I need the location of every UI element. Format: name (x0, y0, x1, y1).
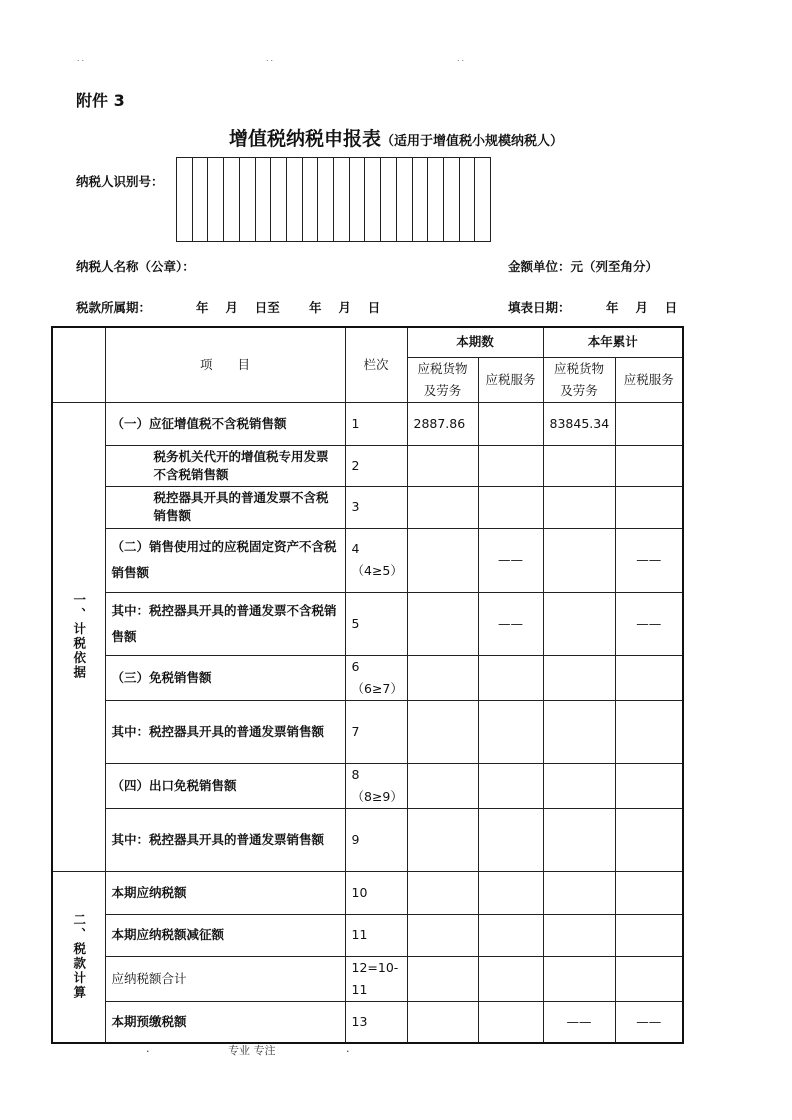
row-item: （二）销售使用过的应税固定资产不含税销售额 (105, 528, 345, 592)
row-item: 本期应纳税额减征额 (105, 914, 345, 956)
header-item: 项 目 (105, 327, 345, 402)
row-cell[interactable] (478, 871, 543, 914)
row-cell-dash: —— (615, 592, 683, 655)
top-dot-1: ˙˙ (76, 60, 85, 70)
id-box[interactable] (428, 158, 444, 241)
row-cell[interactable] (543, 592, 615, 655)
row-cell[interactable] (543, 763, 615, 808)
row-cell[interactable] (407, 956, 478, 1001)
row-item: 其中：税控器具开具的普通发票销售额 (105, 808, 345, 871)
row-no: 3 (345, 486, 407, 528)
header-year-cumulative: 本年累计 (543, 327, 683, 357)
title-main: 增值税纳税申报表 (228, 128, 381, 150)
row-cell[interactable] (407, 528, 478, 592)
row-cell[interactable] (615, 655, 683, 700)
row-cell[interactable] (407, 1001, 478, 1043)
row-cell-dash: —— (543, 1001, 615, 1043)
row-no: 5 (345, 592, 407, 655)
id-box[interactable] (256, 158, 272, 241)
row-no: 6（6≥7） (345, 655, 407, 700)
top-dot-3: ˙˙ (456, 60, 465, 70)
id-box[interactable] (397, 158, 413, 241)
row-cell[interactable] (407, 592, 478, 655)
row-no: 12=10-11 (345, 956, 407, 1001)
section-calculation: 二、税款计算 (52, 871, 105, 1043)
row-item: 其中：税控器具开具的普通发票不含税销售额 (105, 592, 345, 655)
row-no: 13 (345, 1001, 407, 1043)
form-title (0, 124, 792, 151)
row-cell-dash: —— (615, 1001, 683, 1043)
id-box[interactable] (460, 158, 476, 241)
declaration-table (51, 326, 684, 1044)
row-cell[interactable] (615, 402, 683, 445)
row-no: 7 (345, 700, 407, 763)
row-cell[interactable] (543, 445, 615, 486)
row-cell[interactable] (543, 655, 615, 700)
id-box[interactable] (318, 158, 334, 241)
row-cell[interactable]: 83845.34 (543, 402, 615, 445)
row-item: 本期预缴税额 (105, 1001, 345, 1043)
row-cell[interactable] (615, 808, 683, 871)
row-no: 1 (345, 402, 407, 445)
header-goods-labor: 应税货物及劳务 (407, 357, 478, 402)
id-box[interactable] (193, 158, 209, 241)
row-cell-dash: —— (615, 528, 683, 592)
footer-text: 专业 专注 (228, 1044, 276, 1057)
id-box[interactable] (224, 158, 240, 241)
row-item: 本期应纳税额 (105, 871, 345, 914)
row-no: 4（4≥5） (345, 528, 407, 592)
row-cell[interactable]: 2887.86 (407, 402, 478, 445)
row-item: （四）出口免税销售额 (105, 763, 345, 808)
row-cell[interactable] (478, 956, 543, 1001)
title-sub: （适用于增值税小规模纳税人） (381, 134, 564, 149)
header-current-period: 本期数 (407, 327, 543, 357)
header-col-no: 栏次 (345, 327, 407, 402)
row-cell[interactable] (478, 700, 543, 763)
row-no: 8（8≥9） (345, 763, 407, 808)
row-item: 税务机关代开的增值税专用发票不含税销售额 (105, 445, 345, 486)
footer-dot-left: . (146, 1042, 150, 1055)
row-item: （三）免税销售额 (105, 655, 345, 700)
taxpayer-id-label: 纳税人识别号： (76, 174, 164, 189)
row-cell-dash: —— (478, 528, 543, 592)
header-goods-labor-year: 应税货物及劳务 (543, 357, 615, 402)
row-cell[interactable] (543, 528, 615, 592)
row-no: 2 (345, 445, 407, 486)
header-services-year: 应税服务 (615, 357, 683, 402)
annex-label: 附件 3 (76, 91, 125, 110)
row-cell[interactable] (543, 871, 615, 914)
id-box[interactable] (413, 158, 429, 241)
id-box[interactable] (303, 158, 319, 241)
period-label: 税款所属期： (76, 300, 152, 315)
id-box[interactable] (444, 158, 460, 241)
row-no: 11 (345, 914, 407, 956)
section-basis: 一、计税依据 (52, 402, 105, 871)
id-box[interactable] (475, 158, 490, 241)
row-cell[interactable] (543, 914, 615, 956)
row-cell[interactable] (543, 700, 615, 763)
row-no: 9 (345, 808, 407, 871)
id-box[interactable] (381, 158, 397, 241)
period-text: 年 月 日至 年 月 日 (196, 300, 381, 315)
id-box[interactable] (350, 158, 366, 241)
id-box[interactable] (208, 158, 224, 241)
top-dot-2: ˙˙ (265, 60, 274, 70)
row-cell[interactable] (543, 486, 615, 528)
row-cell[interactable] (407, 445, 478, 486)
row-cell[interactable] (407, 914, 478, 956)
row-cell[interactable] (615, 871, 683, 914)
fill-date-label: 填表日期： (508, 300, 571, 315)
id-box[interactable] (271, 158, 287, 241)
row-cell-dash: —— (478, 592, 543, 655)
row-cell[interactable] (615, 914, 683, 956)
header-services: 应税服务 (478, 357, 543, 402)
row-cell[interactable] (615, 700, 683, 763)
row-cell[interactable] (407, 763, 478, 808)
row-cell[interactable] (407, 808, 478, 871)
row-cell[interactable] (478, 1001, 543, 1043)
row-cell[interactable] (478, 763, 543, 808)
id-box[interactable] (177, 158, 193, 241)
id-box[interactable] (240, 158, 256, 241)
taxpayer-id-grid[interactable] (176, 157, 491, 242)
row-cell[interactable] (543, 808, 615, 871)
row-cell[interactable] (478, 486, 543, 528)
fill-date-text: 年 月 日 (606, 300, 678, 315)
row-cell[interactable] (478, 914, 543, 956)
row-cell[interactable] (478, 402, 543, 445)
amount-unit-label: 金额单位：元（列至角分） (508, 259, 659, 274)
id-box[interactable] (334, 158, 350, 241)
row-item: 税控器具开具的普通发票不含税销售额 (105, 486, 345, 528)
row-cell[interactable] (478, 445, 543, 486)
blank-corner (52, 327, 105, 402)
row-item: 其中：税控器具开具的普通发票销售额 (105, 700, 345, 763)
taxpayer-name-label: 纳税人名称（公章）： (76, 259, 195, 274)
row-cell[interactable] (407, 871, 478, 914)
row-cell[interactable] (407, 486, 478, 528)
row-item: 应纳税额合计 (105, 956, 345, 1001)
row-cell[interactable] (615, 763, 683, 808)
row-cell[interactable] (478, 655, 543, 700)
id-box[interactable] (287, 158, 303, 241)
row-no: 10 (345, 871, 407, 914)
id-box[interactable] (365, 158, 381, 241)
row-cell[interactable] (407, 700, 478, 763)
row-cell[interactable] (615, 956, 683, 1001)
row-cell[interactable] (478, 808, 543, 871)
row-cell[interactable] (615, 445, 683, 486)
row-cell[interactable] (615, 486, 683, 528)
row-item: （一）应征增值税不含税销售额 (105, 402, 345, 445)
row-cell[interactable] (407, 655, 478, 700)
footer-dot-right: . (346, 1042, 350, 1055)
row-cell[interactable] (543, 956, 615, 1001)
